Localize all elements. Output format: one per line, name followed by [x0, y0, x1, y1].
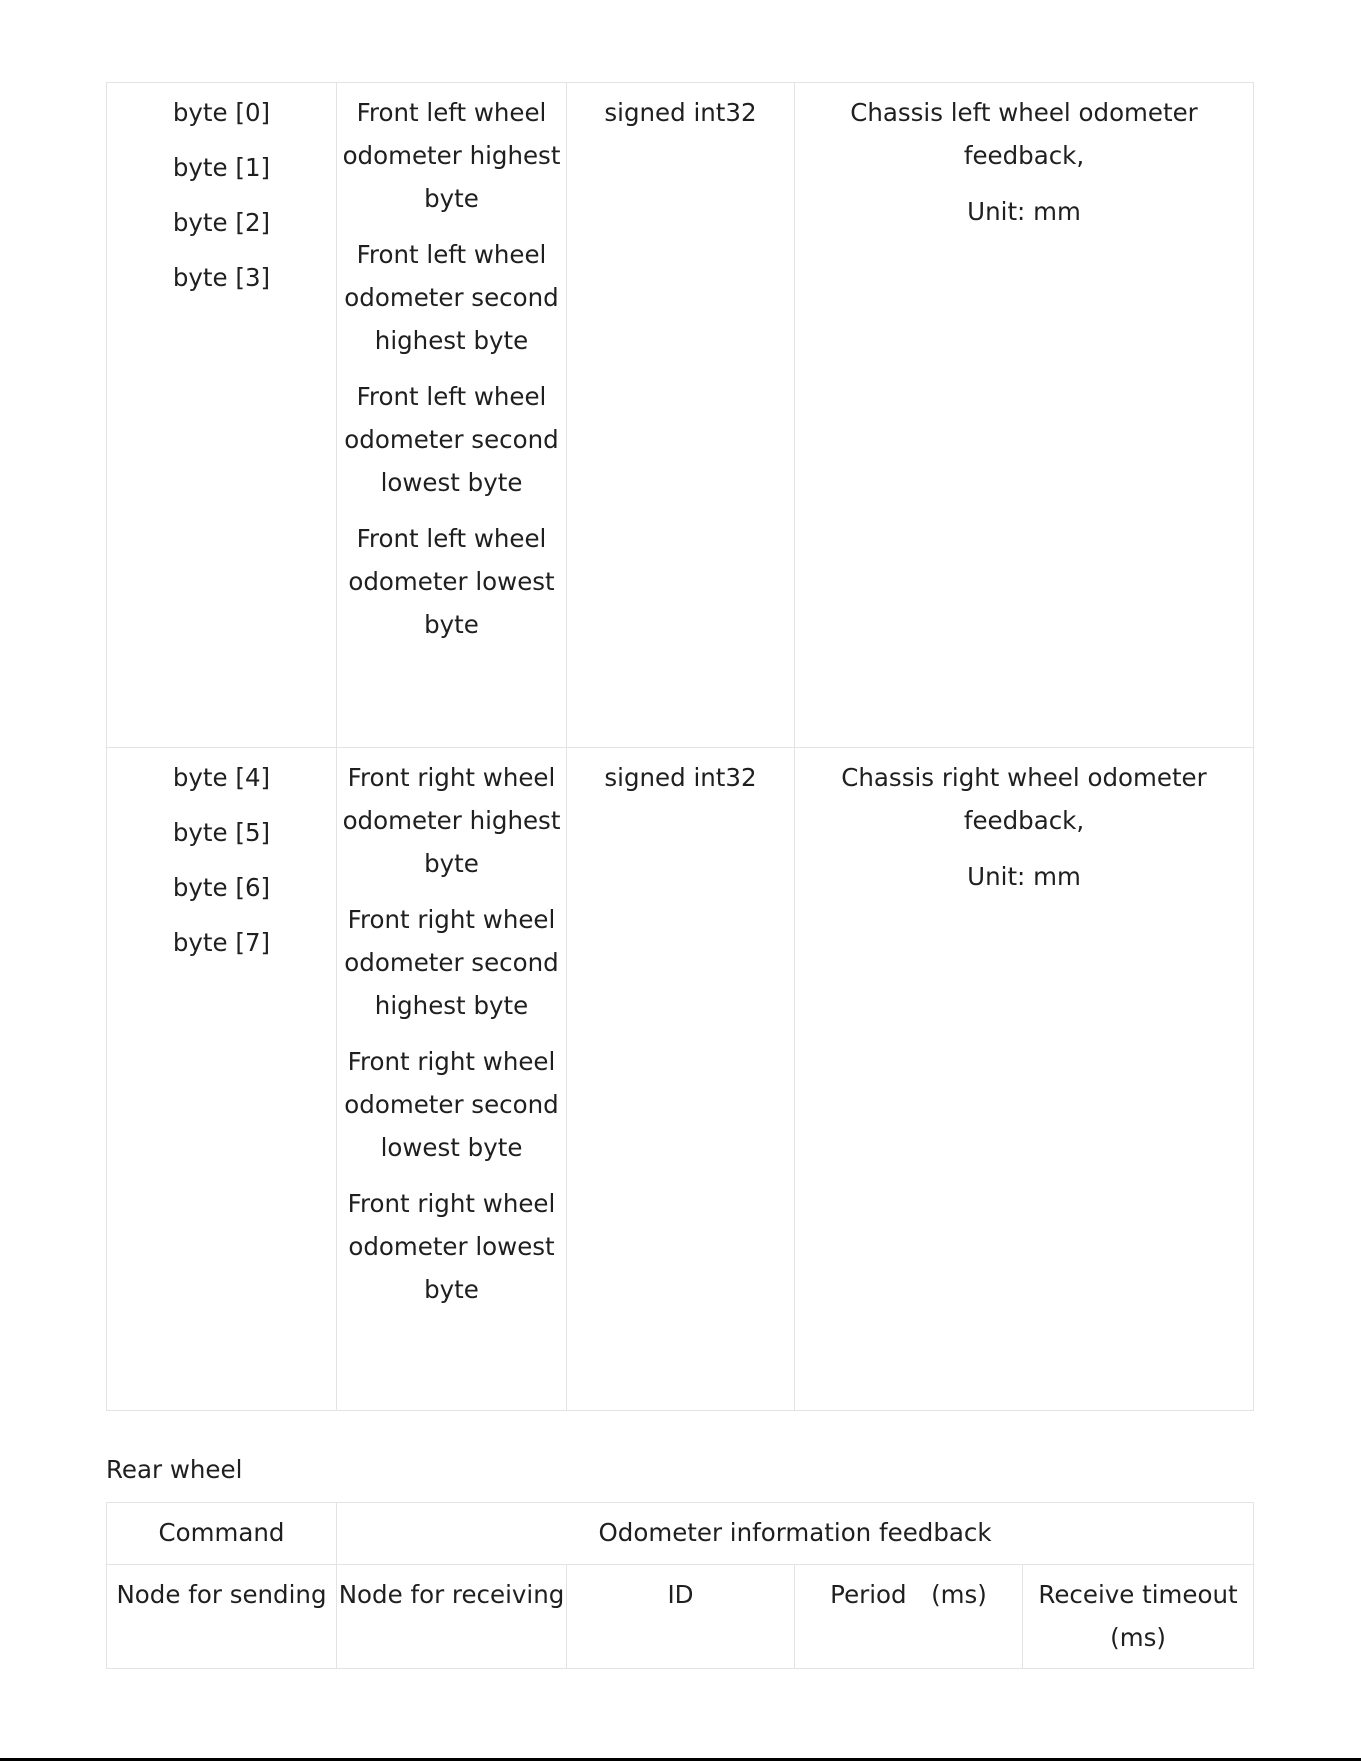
table-row [107, 748, 1254, 1411]
data-type-cell: signed int32 [567, 748, 795, 1411]
description-cell [795, 748, 1254, 1411]
table-row [107, 1565, 1254, 1669]
data-type-cell: signed int32 [567, 83, 795, 748]
description-text: Chassis right wheel odometer feedback, [841, 763, 1207, 835]
byte-meaning: Front right wheel odometer highest byte [342, 763, 561, 878]
column-header: Node for sending [107, 1565, 337, 1669]
description-cell [795, 83, 1254, 748]
command-value-cell: Odometer information feedback [337, 1503, 1254, 1565]
odometer-data-table [106, 82, 1254, 1411]
byte-cell [107, 83, 337, 748]
byte-meaning: Front left wheel odometer lowest byte [348, 524, 555, 639]
rear-wheel-table [106, 1502, 1254, 1669]
description-text: Chassis left wheel odometer feedback, [850, 98, 1198, 170]
meaning-cell [337, 748, 567, 1411]
byte-label: byte [5] [172, 818, 271, 847]
byte-meaning: Front left wheel odometer second lowest byte [344, 382, 559, 497]
byte-label: byte [4] [172, 763, 271, 792]
byte-label: byte [1] [172, 153, 271, 182]
byte-meaning: Front left wheel odometer highest byte [342, 98, 561, 213]
byte-label: byte [3] [172, 263, 271, 292]
table-row [107, 1503, 1254, 1565]
byte-meaning: Front right wheel odometer lowest byte [347, 1189, 556, 1304]
byte-meaning: Front right wheel odometer second highest byte [344, 905, 559, 1020]
column-header: Receive timeout (ms) [1023, 1565, 1254, 1669]
command-label-cell: Command [107, 1503, 337, 1565]
section-heading: Rear wheel [106, 1455, 243, 1484]
column-header: ID [567, 1565, 795, 1669]
unit-text: Unit: mm [967, 862, 1081, 891]
byte-label: byte [6] [172, 873, 271, 902]
byte-label: byte [7] [172, 928, 271, 957]
unit-text: Unit: mm [967, 197, 1081, 226]
column-header: Period (ms) [795, 1565, 1023, 1669]
byte-meaning: Front left wheel odometer second highest byte [344, 240, 559, 355]
table-row [107, 83, 1254, 748]
byte-label: byte [2] [172, 208, 271, 237]
byte-meaning: Front right wheel odometer second lowest byte [344, 1047, 559, 1162]
byte-label: byte [0] [172, 98, 271, 127]
byte-cell [107, 748, 337, 1411]
meaning-cell [337, 83, 567, 748]
column-header: Node for receiving [337, 1565, 567, 1669]
